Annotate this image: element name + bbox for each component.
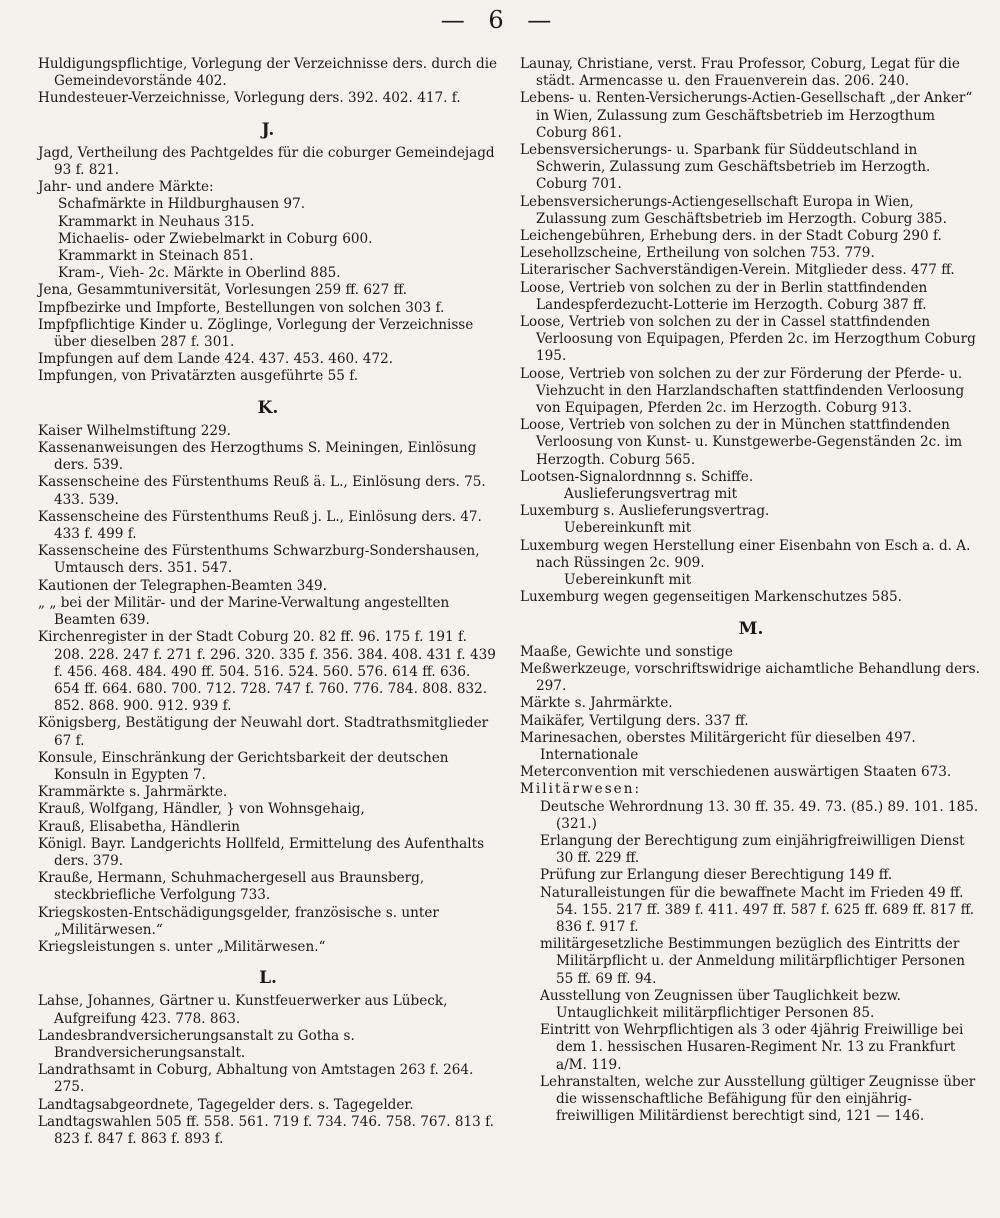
index-entry: Jena, Gesammtuniversität, Vorlesungen 259 ff. 627 ff. (38, 282, 408, 299)
index-entry: Krauße, Hermann, Schuhmachergesell aus Braunsberg, steckbriefliche Verfolgung 733. (38, 870, 425, 904)
index-entry: Jagd, Vertheilung des Pachtgeldes für die coburger Gemeindejagd 93 f. 821. (38, 144, 495, 179)
index-entry: Luxemburg wegen Herstellung einer Eisenbahn von Esch a. d. A. nach Rüssingen 2c. 909. (520, 537, 971, 571)
index-entry: Königsberg, Bestätigung der Neuwahl dort. Stadtrathsmitglieder 67 f. (38, 715, 489, 749)
section-letter: K. (257, 397, 279, 418)
section-letter: J. (261, 119, 275, 140)
index-entry: Auslieferungsvertrag mit (564, 486, 738, 503)
index-entry: Kassenanweisungen des Herzogthums S. Meiningen, Einlösung ders. 539. (38, 440, 477, 474)
index-entry: Lebensversicherungs- u. Sparbank für Süddeutschland in Schwerin, Zulassung zum Geschäftsbetrieb im Herzogth. Coburg 701. (520, 142, 931, 193)
index-entry: Landesbrandversicherungsanstalt zu Gotha s. Brandversicherungsanstalt. (38, 1027, 355, 1061)
right-column (520, 56, 982, 1125)
index-entry: Maikäfer, Vertilgung ders. 337 ff. (520, 712, 749, 729)
index-entry: Uebereinkunft mit (564, 520, 692, 537)
index-entry: Lehranstalten, welche zur Ausstellung gültiger Zeugnisse über die wissenschaftliche Befähigung für den einjährig-freiwilligen Militärdienst berechtigt sind, 121 — 146. (540, 1073, 976, 1125)
index-entry: Kriegskosten-Entschädigungsgelder, französische s. unter „Militärwesen.“ (38, 904, 439, 938)
index-entry: Landtagswahlen 505 ff. 558. 561. 719 f. 734. 746. 758. 767. 813 f. 823 f. 847 f. 863 f. 893 f. (38, 1113, 495, 1147)
index-entry: Impfungen, von Privatärzten ausgeführte 55 f. (38, 368, 359, 385)
index-entry: Kassenscheine des Fürstenthums Reuß ä. L., Einlösung ders. 75. 433. 539. (38, 474, 486, 508)
index-entry: Leichengebühren, Erhebung ders. in der Stadt Coburg 290 f. (520, 228, 942, 245)
index-entry: Schafmärkte in Hildburghausen 97. (58, 196, 306, 213)
index-entry: Landtagsabgeordnete, Tagegelder ders. s. Tagegelder. (38, 1096, 414, 1113)
index-entry: Krammarkt in Neuhaus 315. (58, 213, 255, 230)
index-entry: Uebereinkunft mit (564, 572, 692, 589)
index-entry: Märkte s. Jahrmärkte. (520, 695, 673, 712)
index-entry: Kirchenregister in der Stadt Coburg 20. 82 ff. 96. 175 f. 191 f. 208. 228. 247 f. 271 f. 296. 320. 335 f. 356. 384. 408. 431 f. 439 f. 456. 468. 484. 490 ff. 504. 516. 524. 560. 576. 614 ff. 636. 654 ff. 664. 680. 700. 712. 728. 747 f. 760. 776. 784. 808. 832. 852. 868. 900. 912. 939 f. (38, 629, 496, 715)
index-entry: Kram-, Vieh- 2c. Märkte in Oberlind 885. (58, 265, 341, 282)
index-entry: Meßwerkzeuge, vorschriftswidrige aichamtliche Behandlung ders. 297. (520, 660, 980, 695)
index-entry: Krauß, Elisabetha, Händlerin (38, 818, 241, 835)
index-entry: Krauß, Wolfgang, Händler, } von Wohnsgehaig, (38, 801, 365, 818)
index-entry: Hundesteuer-Verzeichnisse, Vorlegung ders. 392. 402. 417. f. (38, 90, 461, 107)
index-entry: Kassenscheine des Fürstenthums Reuß j. L., Einlösung ders. 47. 433 f. 499 f. (38, 508, 482, 543)
index-entry: Kriegsleistungen s. unter „Militärwesen.“ (38, 938, 326, 955)
index-entry: Internationale (540, 746, 639, 763)
index-entry: Loose, Vertrieb von solchen zu der zur Förderung der Pferde- u. Viehzucht in den Harzlandschaften stattfindenden Verloosung von Equipagen, Pferden 2c. im Herzogth. Coburg 913. (520, 365, 965, 417)
section-letter: L. (259, 968, 277, 989)
index-entry: Militärwesen: (520, 781, 642, 798)
index-entry: Marinesachen, oberstes Militärgericht für dieselben 497. (520, 729, 916, 746)
index-entry: Ausstellung von Zeugnissen über Tauglichkeit bezw. Untauglichkeit militärpflichtiger Personen 85. (540, 987, 901, 1021)
index-entry: Maaße, Gewichte und sonstige (520, 643, 733, 660)
index-entry: Huldigungspflichtige, Vorlegung der Verzeichnisse ders. durch die Gemeindevorstände 402. (38, 56, 498, 90)
index-entry: Lesehollzscheine, Ertheilung von solchen 753. 779. (520, 245, 875, 262)
index-entry: Lootsen-Signalordnnng s. Schiffe. (520, 468, 754, 485)
index-entry: Meterconvention mit verschiedenen auswärtigen Staaten 673. (520, 764, 952, 781)
index-entry: Naturalleistungen für die bewaffnete Macht im Frieden 49 ff. 54. 155. 217 ff. 389 f. 411. 497 ff. 587 f. 625 ff. 689 ff. 817 ff. 836 f. 917 f. (540, 884, 975, 935)
index-entry: Luxemburg s. Auslieferungsvertrag. (520, 503, 770, 520)
index-entry: Lebensversicherungs-Actiengesellschaft Europa in Wien, Zulassung zum Geschäftsbetrieb im Herzogth. Coburg 385. (520, 193, 947, 227)
index-entry: Loose, Vertrieb von solchen zu der in Cassel stattfindenden Verloosung von Equipagen, Pferden 2c. im Herzogthum Coburg 195. (520, 314, 976, 365)
index-entry: Michaelis- oder Zwiebelmarkt in Coburg 600. (58, 230, 373, 247)
index-entry: Kautionen der Telegraphen-Beamten 349. (38, 577, 327, 594)
index-entry: Eintritt von Wehrpflichtigen als 3 oder 4jährig Freiwillige bei dem 1. hessischen Husaren-Regiment Nr. 13 zu Frankfurt a/M. 119. (540, 1022, 964, 1073)
section-letter: M. (738, 618, 764, 639)
index-entry: Kassenscheine des Fürstenthums Schwarzburg-Sondershausen, Umtausch ders. 351. 547. (38, 543, 480, 577)
index-entry: Kaiser Wilhelmstiftung 229. (38, 422, 231, 439)
index-entry: Impfbezirke und Impforte, Bestellungen von solchen 303 f. (38, 299, 445, 316)
index-entry: Loose, Vertrieb von solchen zu der in München stattfindenden Verloosung von Kunst- u. Kunstgewerbe-Gegenständen 2c. im Herzogth. Coburg 565. (520, 417, 963, 468)
index-entry: Prüfung zur Erlangung dieser Berechtigung 149 ff. (540, 867, 893, 884)
index-entry: Konsule, Einschränkung der Gerichtsbarkeit der deutschen Konsuln in Egypten 7. (38, 749, 449, 783)
index-entry: Deutsche Wehrordnung 13. 30 ff. 35. 49. 73. (85.) 89. 101. 185. (321.) (540, 798, 979, 832)
index-entry: Impfpflichtige Kinder u. Zöglinge, Vorlegung der Verzeichnisse über dieselben 287 f. 301. (38, 316, 474, 351)
index-entry: Impfungen auf dem Lande 424. 437. 453. 460. 472. (38, 351, 394, 368)
page-number: — 6 — (440, 6, 560, 34)
index-entry: Lebens- u. Renten-Versicherungs-Actien-Gesellschaft „der Anker“ in Wien, Zulassung zum Geschäftsbetrieb im Herzogthum Coburg 861. (520, 90, 973, 141)
index-entry: militärgesetzliche Bestimmungen bezüglich des Eintritts der Militärpflicht u. der Anmeldung militärpflichtiger Personen 55 ff. 69 ff. 94. (540, 936, 966, 987)
left-column (38, 56, 498, 1148)
index-entry: Luxemburg wegen gegenseitigen Markenschutzes 585. (520, 589, 903, 606)
index-entry: „ „ bei der Militär- und der Marine-Verwaltung angestellten Beamten 639. (38, 594, 450, 629)
index-entry: Krammarkt in Steinach 851. (58, 248, 254, 265)
index-entry: Lahse, Johannes, Gärtner u. Kunstfeuerwerker aus Lübeck, Aufgreifung 423. 778. 863. (38, 993, 448, 1027)
index-entry: Erlangung der Berechtigung zum einjährigfreiwilligen Dienst 30 ff. 229 ff. (540, 832, 965, 867)
index-entry: Loose, Vertrieb von solchen zu der in Berlin stattfindenden Landespferdezucht-Lotterie im Herzogth. Coburg 387 ff. (520, 279, 928, 313)
index-entry: Literarischer Sachverständigen-Verein. Mitglieder dess. 477 ff. (520, 262, 955, 279)
index-entry: Königl. Bayr. Landgerichts Hollfeld, Ermittelung des Aufenthalts ders. 379. (38, 835, 485, 869)
index-entry: Landrathsamt in Coburg, Abhaltung von Amtstagen 263 f. 264. 275. (38, 1062, 474, 1096)
index-entry: Jahr- und andere Märkte: (38, 179, 214, 196)
index-entry: Launay, Christiane, verst. Frau Professor, Coburg, Legat für die städt. Armencasse u. den Frauenverein das. 206. 240. (520, 56, 960, 90)
index-entry: Krammärkte s. Jahrmärkte. (38, 784, 228, 801)
